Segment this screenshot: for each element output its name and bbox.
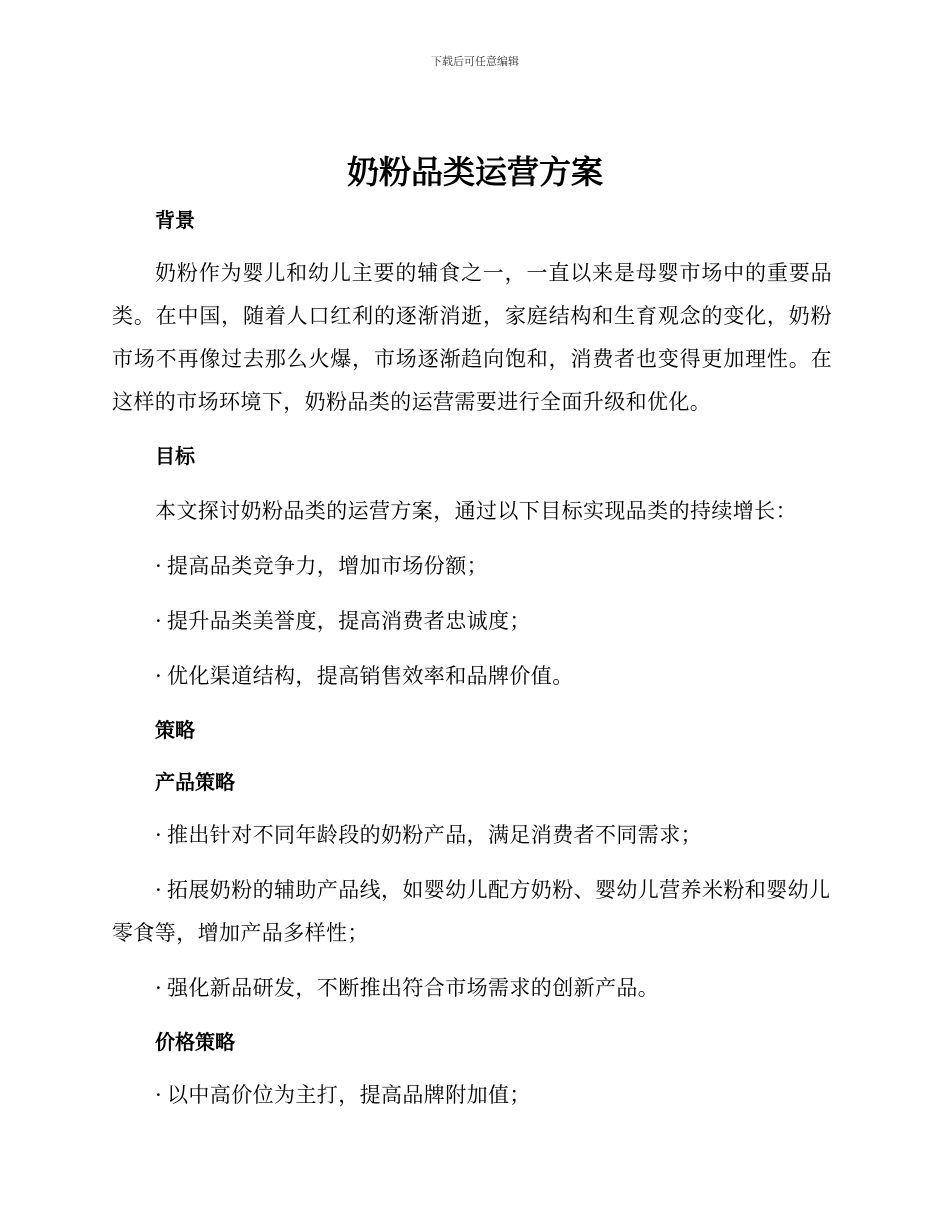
- bullet-icon: ·: [155, 609, 163, 633]
- document-body: [112, 200, 832, 1117]
- section-heading-goals: 目标: [155, 444, 195, 468]
- list-item: [112, 814, 832, 857]
- list-item: [112, 655, 832, 698]
- bullet-icon: ·: [155, 823, 163, 847]
- product-item-1: 推出针对不同年龄段的奶粉产品，满足消费者不同需求；: [167, 823, 702, 847]
- product-item-2: 拓展奶粉的辅助产品线，如婴幼儿配方奶粉、婴幼儿营养米粉和婴幼儿零食等，增加产品多样性；: [112, 878, 831, 945]
- background-paragraph: 奶粉作为婴儿和幼儿主要的辅食之一，一直以来是母婴市场中的重要品类。在中国，随着人口红利的逐渐消逝，家庭结构和生育观念的变化，奶粉市场不再像过去那么火爆，市场逐渐趋向饱和，消费者也变得更加理性。在这样的市场环境下，奶粉品类的运营需要进行全面升级和优化。: [112, 261, 832, 414]
- list-item: [112, 600, 832, 643]
- list-item: [112, 545, 832, 588]
- goals-intro: 本文探讨奶粉品类的运营方案，通过以下目标实现品类的持续增长：: [155, 499, 797, 523]
- bullet-icon: ·: [155, 878, 163, 902]
- bullet-icon: ·: [155, 554, 163, 578]
- subsection-heading-price: 价格策略: [155, 1030, 235, 1054]
- list-item: [112, 1074, 832, 1117]
- goal-item-3: 优化渠道结构，提高销售效率和品牌价值。: [167, 664, 574, 688]
- subsection-heading-product: 产品策略: [155, 770, 235, 794]
- section-heading-strategy: 策略: [155, 718, 195, 742]
- goal-item-1: 提高品类竞争力，增加市场份额；: [167, 554, 488, 578]
- section-heading-background: 背景: [155, 208, 195, 232]
- bullet-icon: ·: [155, 1083, 163, 1107]
- bullet-icon: ·: [155, 664, 163, 688]
- bullet-icon: ·: [155, 976, 163, 1000]
- list-item: [112, 869, 832, 955]
- goal-item-2: 提升品类美誉度，提高消费者忠诚度；: [167, 609, 531, 633]
- product-item-3: 强化新品研发，不断推出符合市场需求的创新产品。: [167, 976, 660, 1000]
- list-item: [112, 967, 832, 1010]
- price-item-1: 以中高价位为主打，提高品牌附加值；: [167, 1083, 531, 1107]
- page-header-note: 下载后可任意编辑: [431, 55, 519, 68]
- document-title: 奶粉品类运营方案: [346, 153, 603, 191]
